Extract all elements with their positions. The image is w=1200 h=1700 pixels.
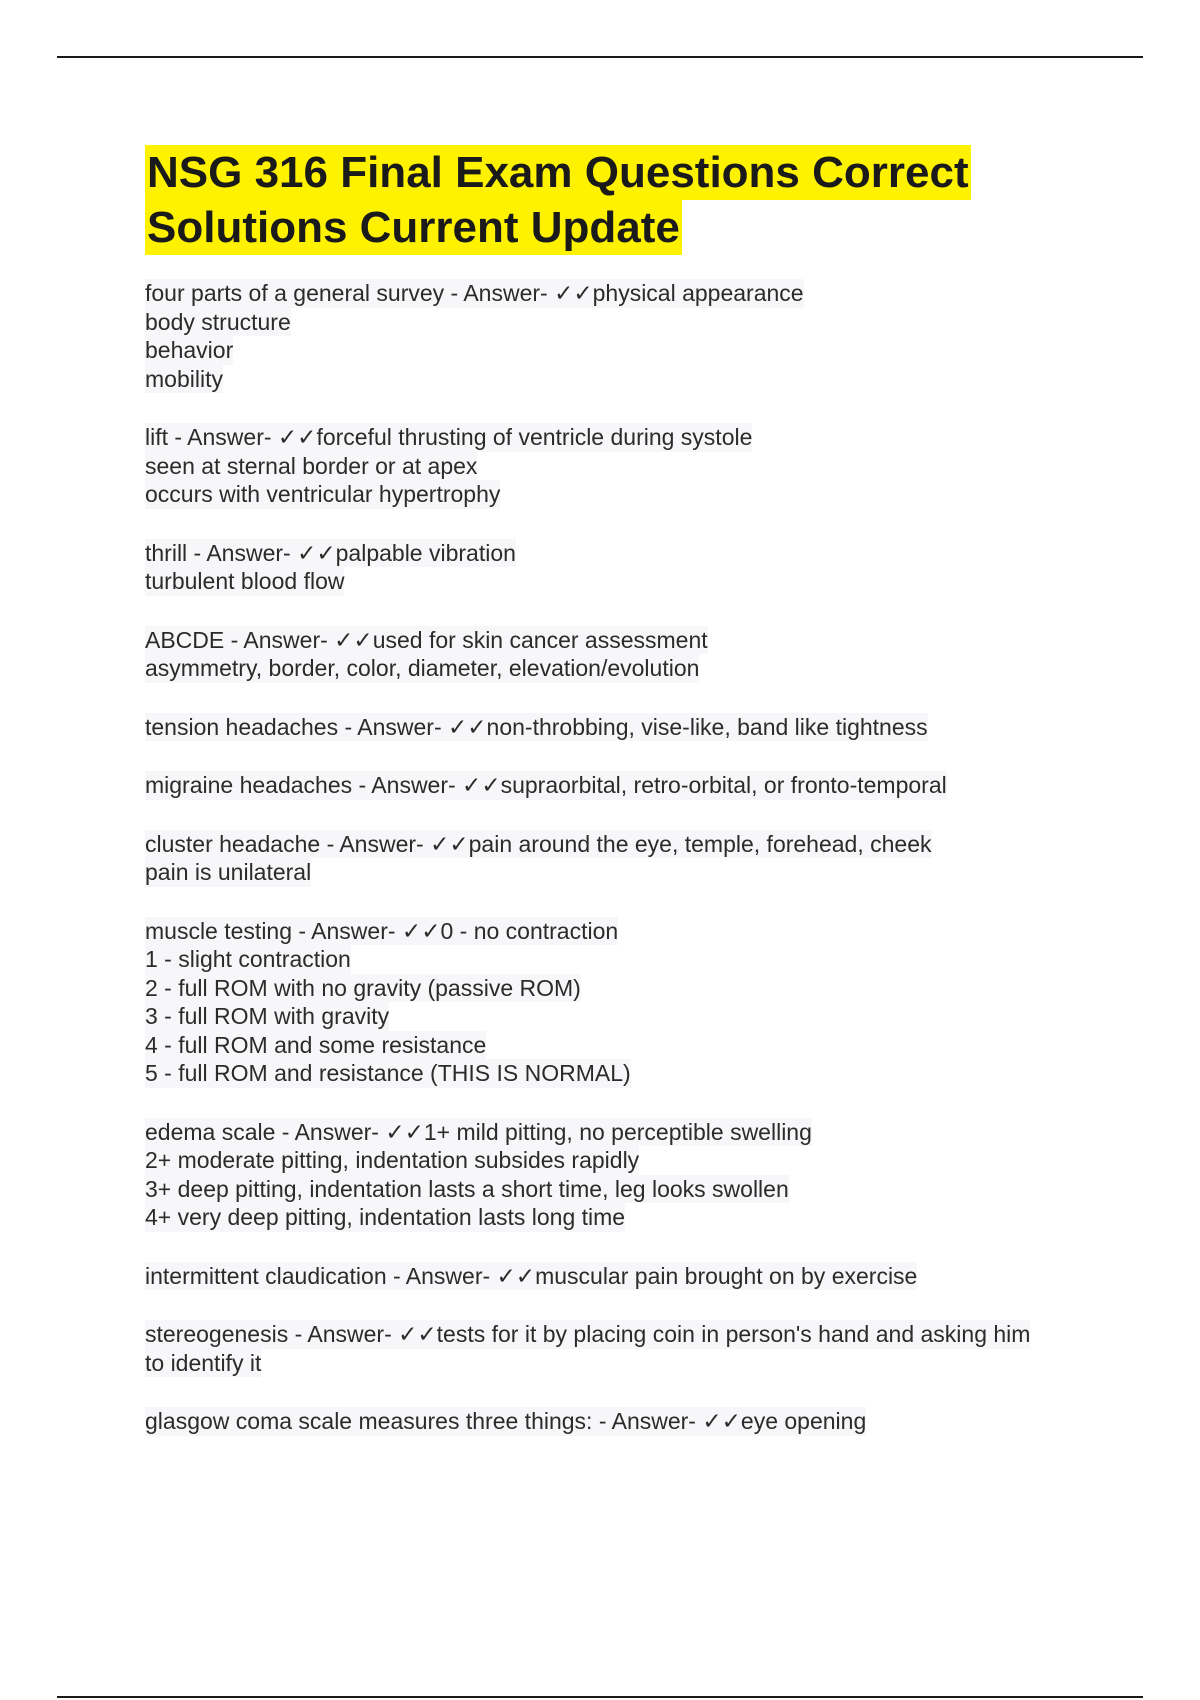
qa-item (145, 771, 1085, 800)
question-text: edema scale - Answer- ✓✓1+ mild pitting, no perceptible swelling (145, 1118, 812, 1145)
question-answer-line (145, 713, 1085, 742)
answer-text: body structure (145, 308, 291, 335)
answer-continuation-line (145, 480, 1085, 509)
question-answer-line (145, 1118, 1085, 1147)
answer-text: 4 - full ROM and some resistance (145, 1031, 487, 1058)
answer-continuation-line (145, 1146, 1085, 1175)
answer-continuation-line (145, 654, 1085, 683)
question-text: four parts of a general survey - Answer- ✓✓physical appearance (145, 280, 804, 306)
answer-text: asymmetry, border, color, diameter, elevation/evolution (145, 655, 700, 681)
answer-continuation-line (145, 365, 1085, 394)
question-text: thrill - Answer- ✓✓palpable vibration (145, 539, 516, 566)
question-answer-line (145, 1320, 1085, 1349)
document-body (145, 145, 1085, 1466)
answer-text: turbulent blood flow (145, 568, 345, 594)
question-answer-line (145, 1407, 1085, 1436)
qa-item (145, 423, 1085, 509)
qa-item (145, 539, 1085, 596)
answer-continuation-line (145, 336, 1085, 365)
answer-continuation-line (145, 1031, 1085, 1060)
question-answer-line (145, 1262, 1085, 1291)
qa-item (145, 1262, 1085, 1291)
answer-text: 2 - full ROM with no gravity (passive ROM) (145, 974, 581, 1001)
question-text: stereogenesis - Answer- ✓✓tests for it by placing coin in person's hand and asking him (145, 1321, 1031, 1347)
top-rule (57, 56, 1143, 58)
question-text: glasgow coma scale measures three things: - Answer- ✓✓eye opening (145, 1408, 867, 1434)
question-text: ABCDE - Answer- ✓✓used for skin cancer assessment (145, 626, 708, 653)
answer-text: to identify it (145, 1349, 262, 1376)
answer-text: 3+ deep pitting, indentation lasts a short time, leg looks swollen (145, 1175, 789, 1202)
question-answer-line (145, 279, 1085, 308)
qa-item (145, 1118, 1085, 1232)
question-answer-line (145, 626, 1085, 655)
title-line: Solutions Current Update (145, 200, 682, 255)
answer-text: pain is unilateral (145, 859, 312, 885)
answer-text: occurs with ventricular hypertrophy (145, 481, 501, 507)
question-answer-line (145, 771, 1085, 800)
answer-text: 3 - full ROM with gravity (145, 1003, 390, 1029)
qa-item (145, 917, 1085, 1088)
answer-text: 1 - slight contraction (145, 946, 351, 972)
answer-continuation-line (145, 452, 1085, 481)
qa-item (145, 830, 1085, 887)
question-answer-line (145, 423, 1085, 452)
title-line: NSG 316 Final Exam Questions Correct (145, 145, 971, 200)
answer-continuation-line (145, 1349, 1085, 1378)
answer-text: mobility (145, 365, 223, 392)
answer-text: behavior (145, 337, 234, 363)
answer-continuation-line (145, 1002, 1085, 1031)
answer-continuation-line (145, 858, 1085, 887)
answer-text: 5 - full ROM and resistance (THIS IS NORMAL) (145, 1060, 631, 1086)
qa-item (145, 713, 1085, 742)
qa-item (145, 1407, 1085, 1436)
answer-continuation-line (145, 567, 1085, 596)
qa-item (145, 279, 1085, 393)
answer-text: 2+ moderate pitting, indentation subsides rapidly (145, 1147, 640, 1173)
question-text: intermittent claudication - Answer- ✓✓muscular pain brought on by exercise (145, 1262, 918, 1289)
answer-continuation-line (145, 1059, 1085, 1088)
question-text: muscle testing - Answer- ✓✓0 - no contraction (145, 917, 619, 944)
answer-text: seen at sternal border or at apex (145, 452, 478, 479)
question-answer-line (145, 539, 1085, 568)
answer-continuation-line (145, 974, 1085, 1003)
question-text: cluster headache - Answer- ✓✓pain around the eye, temple, forehead, cheek (145, 830, 932, 857)
answer-continuation-line (145, 1175, 1085, 1204)
answer-continuation-line (145, 1203, 1085, 1232)
qa-item (145, 1320, 1085, 1377)
question-answer-line (145, 917, 1085, 946)
answer-text: 4+ very deep pitting, indentation lasts long time (145, 1204, 626, 1230)
answer-continuation-line (145, 945, 1085, 974)
answer-continuation-line (145, 308, 1085, 337)
question-text: lift - Answer- ✓✓forceful thrusting of ventricle during systole (145, 424, 753, 450)
qa-item (145, 626, 1085, 683)
question-text: tension headaches - Answer- ✓✓non-throbbing, vise-like, band like tightness (145, 713, 928, 740)
question-answer-line (145, 830, 1085, 859)
qa-list (145, 279, 1085, 1436)
document-title (145, 145, 1085, 255)
question-text: migraine headaches - Answer- ✓✓supraorbital, retro-orbital, or fronto-temporal (145, 772, 947, 798)
bottom-rule (57, 1696, 1143, 1698)
